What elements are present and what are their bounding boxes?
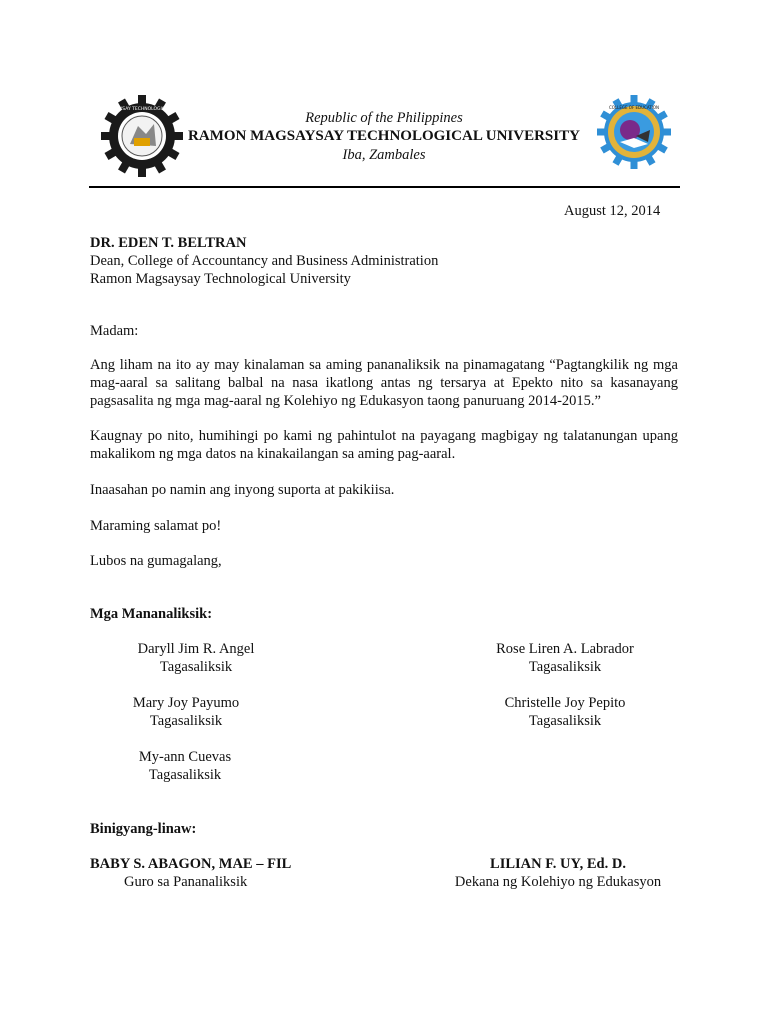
university-name: RAMON MAGSAYSAY TECHNOLOGICAL UNIVERSITY [188,128,580,144]
header-divider [89,186,680,188]
researcher-name: Mary Joy Payumo [132,695,240,711]
college-seal-logo [594,95,674,169]
researcher-name: Rose Liren A. Labrador [496,641,634,657]
researchers-heading: Mga Mananaliksik: [90,606,213,622]
closing-line: Lubos na gumagalang, [90,553,222,569]
signatory-role-left: Guro sa Pananaliksik [124,874,248,890]
recipient-name: DR. EDEN T. BELTRAN [90,235,247,251]
body-paragraph-1: Ang liham na ito ay may kinalaman sa aming pananaliksik na pinamagatang “Pagtangkilik ng mga mag-aaral sa salitang balbal na nasa ikatlong antas ng tersarya at Epekto nito sa kasanayang pagsasalita ng mga mag-aaral ng Kolehiyo ng Edukasyon taong panuruang 2014-2015.” [90,357,678,409]
researcher-block [480,640,650,676]
researcher-role: Tagasaliksik [149,713,223,729]
signatory-role-right: Dekana ng Kolehiyo ng Edukasyon [454,874,662,890]
researcher-block [120,694,252,730]
researcher-role: Tagasaliksik [528,659,602,675]
researcher-block [480,694,650,730]
seal-lettering: RAMON MAGSAYSAY TECHNOLOGICAL UNIVERSITY [85,107,199,112]
salutation: Madam: [90,323,139,339]
researcher-name: Daryll Jim R. Angel [137,641,255,657]
body-paragraph-3: Inaasahan po namin ang inyong suporta at pakikiisa. [90,482,395,498]
body-paragraph-4: Maraming salamat po! [90,518,222,534]
researcher-role: Tagasaliksik [159,659,233,675]
country-line: Republic of the Philippines [305,110,463,126]
recipient-institution: Ramon Magsaysay Technological University [90,271,351,287]
researcher-name: My-ann Cuevas [138,749,232,765]
university-seal-logo [85,95,199,177]
signatory-name-right: LILIAN F. UY, Ed. D. [490,856,626,872]
researcher-block [120,640,272,676]
signatory-name-left: BABY S. ABAGON, MAE – FIL [90,856,292,872]
researcher-role: Tagasaliksik [528,713,602,729]
recipient-title: Dean, College of Accountancy and Business Administration [90,253,439,269]
university-location: Iba, Zambales [342,147,426,163]
researcher-name: Christelle Joy Pepito [504,695,626,711]
researcher-role: Tagasaliksik [148,767,222,783]
letter-date: August 12, 2014 [564,203,661,219]
seal-lettering: COLLEGE OF EDUCATION [608,105,660,110]
body-paragraph-2: Kaugnay po nito, humihingi po kami ng pahintulot na payagang magbigay ng talatanungan upang makalikom ng mga datos na kinakailangan sa aming pag-aaral. [90,428,678,462]
researcher-block [120,748,250,784]
approval-heading: Binigyang-linaw: [90,821,197,837]
